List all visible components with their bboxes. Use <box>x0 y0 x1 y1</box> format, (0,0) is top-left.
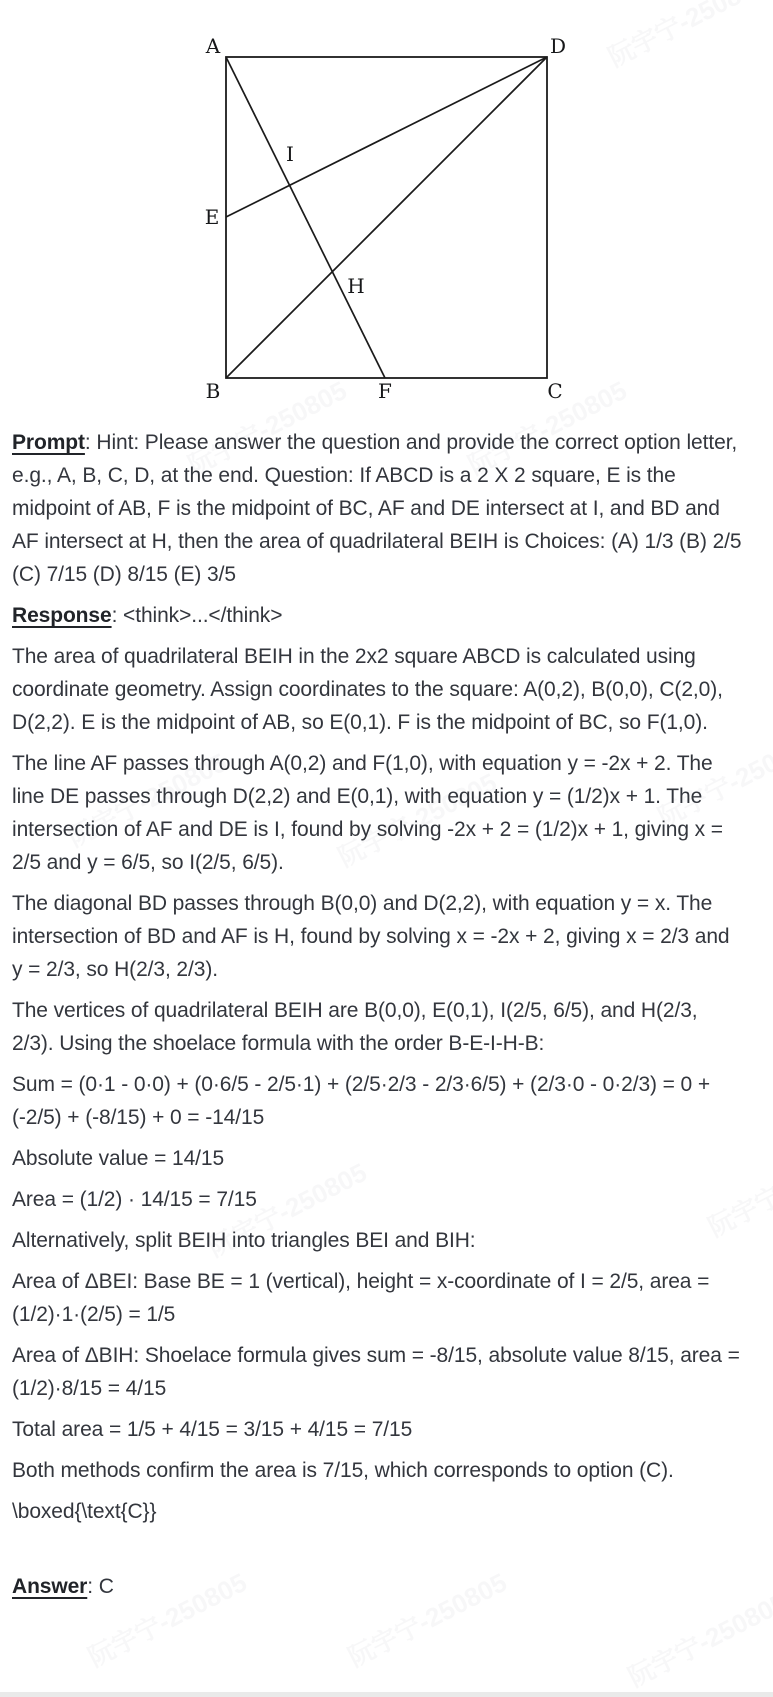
response-paragraph: The area of quadrilateral BEIH in the 2x2 square ABCD is calculated using coordinate geometry. Assign coordinates to the square: A(0,2), B(0,0), C(2,0), D(2,2). E is the midpoint of AB, so E(0,1). F is the midpoint of BC, so F(1,0). <box>12 645 723 734</box>
label-I: I <box>286 142 294 166</box>
response-paragraph: Area = (1/2) · 14/15 = 7/15 <box>12 1188 257 1211</box>
qa-transcript <box>0 412 773 1603</box>
diagonal-BD <box>226 57 547 378</box>
response-paragraph: Absolute value = 14/15 <box>12 1147 225 1170</box>
bottom-edge-bar <box>0 1692 773 1697</box>
response-label: Response <box>12 604 112 627</box>
response-paragraph: \boxed{\text{C}} <box>12 1500 157 1523</box>
response-paragraph: The vertices of quadrilateral BEIH are B(0,0), E(0,1), I(2/5, 6/5), and H(2/3, 2/3). Using the shoelace formula with the order B-E-I-H-B: <box>12 999 698 1055</box>
label-B: B <box>205 379 221 403</box>
response-paragraph: Both methods confirm the area is 7/15, which corresponds to option (C). <box>12 1459 674 1482</box>
label-A: A <box>205 34 221 58</box>
segment-DE <box>226 57 547 217</box>
response-paragraph: Alternatively, split BEIH into triangles BEI and BIH: <box>12 1229 476 1252</box>
prompt-text: : Hint: Please answer the question and provide the correct option letter, e.g., A, B, C, D, at the end. Question: If ABCD is a 2 X 2 square, E is the midpoint of AB, F is the midpoint of BC, AF and DE intersect at I, and BD and AF intersect at H, then the area of quadrilateral BEIH is Choices: (A) 1/3 (B) 2/5 (C) 7/15 (D) 8/15 (E) 3/5 <box>12 431 742 586</box>
label-D: D <box>549 34 567 58</box>
response-paragraph: Total area = 1/5 + 4/15 = 3/15 + 4/15 = 7/15 <box>12 1418 413 1441</box>
segment-AF <box>226 57 385 378</box>
label-C: C <box>547 379 563 403</box>
prompt-paragraph <box>12 426 743 591</box>
response-paragraph: Sum = (0·1 - 0·0) + (0·6/5 - 2/5·1) + (2/5·2/3 - 2/3·6/5) + (2/3·0 - 0·2/3) = 0 + (-2/5) + (-8/15) + 0 = -14/15 <box>12 1073 711 1129</box>
label-E: E <box>204 205 220 229</box>
response-paragraph: The line AF passes through A(0,2) and F(1,0), with equation y = -2x + 2. The line DE passes through D(2,2) and E(0,1), with equation y = (1/2)x + 1. The intersection of AF and DE is I, found by solving -2x + 2 = (1/2)x + 1, giving x = 2/5 and y = 6/5, so I(2/5, 6/5). <box>12 752 723 874</box>
answer-paragraph <box>12 1570 743 1603</box>
prompt-label: Prompt <box>12 431 85 454</box>
geometry-figure-svg <box>0 0 773 412</box>
response-think-text: : <think>...</think> <box>111 604 283 627</box>
label-F: F <box>378 379 392 403</box>
response-header <box>12 599 743 632</box>
response-paragraph: Area of ΔBIH: Shoelace formula gives sum = -8/15, absolute value 8/15, area = (1/2)·8/15 = 4/15 <box>12 1344 740 1400</box>
label-H: H <box>347 274 365 298</box>
answer-label: Answer <box>12 1575 88 1598</box>
response-paragraph: Area of ΔBEI: Base BE = 1 (vertical), height = x-coordinate of I = 2/5, area = (1/2)·1·(2/5) = 1/5 <box>12 1270 710 1326</box>
response-paragraph: The diagonal BD passes through B(0,0) and D(2,2), with equation y = x. The intersection of BD and AF is H, found by solving x = -2x + 2, giving x = 2/3 and y = 2/3, so H(2/3, 2/3). <box>12 892 730 981</box>
answer-text: : C <box>87 1575 114 1598</box>
geometry-figure <box>0 0 773 412</box>
